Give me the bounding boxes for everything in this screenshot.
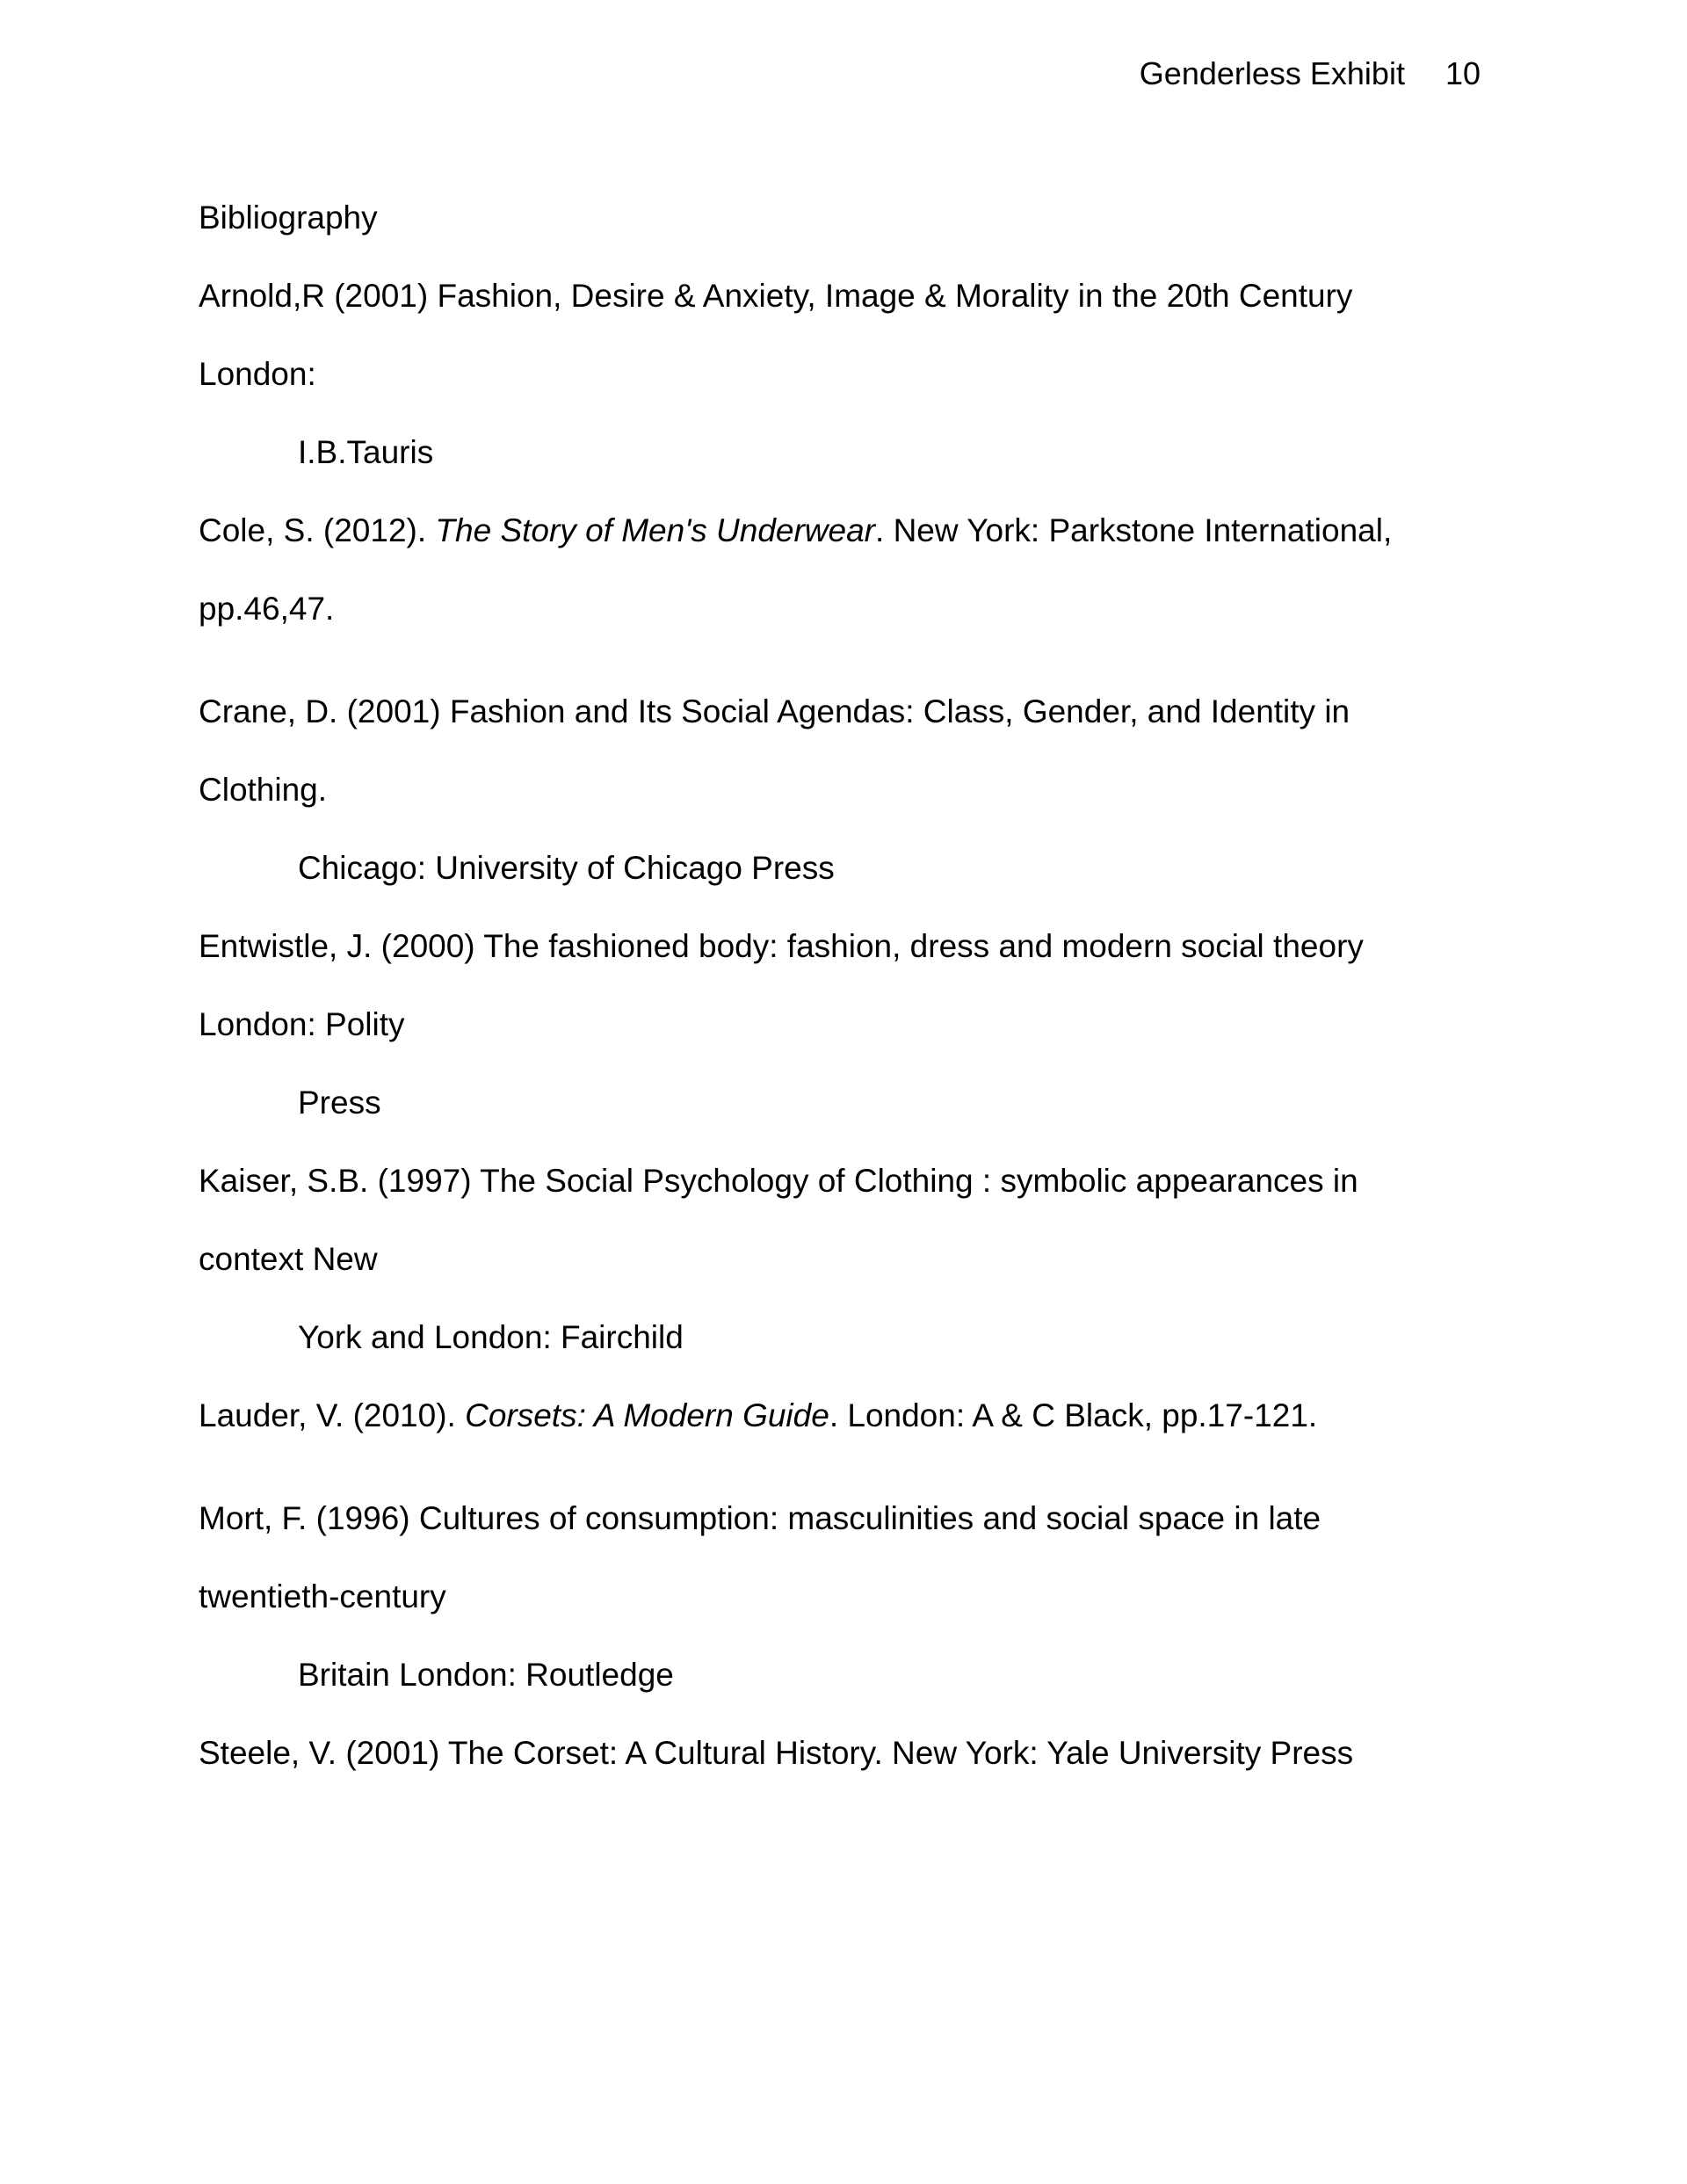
entry-crane-line3: Chicago: University of Chicago Press [298,850,835,886]
entry-cole-suffix: . New York: Parkstone International, [875,512,1393,548]
entry-crane-line1: Crane, D. (2001) Fashion and Its Social Agendas: Class, Gender, and Identity in [199,693,1350,729]
entry-cole-line1 [199,512,1392,550]
page-number: 10 [1444,55,1481,91]
entry-cole-title: The Story of Men's Underwear [435,512,876,548]
entry-kaiser-line3: York and London: Fairchild [298,1319,684,1355]
running-head-title: Genderless Exhibit [1139,55,1405,91]
entry-cole-prefix: Cole, S. (2012). [199,512,436,548]
entry-crane-line2: Clothing. [199,772,328,808]
entry-lauder-suffix: . London: A & C Black, pp.17-121. [829,1397,1318,1433]
entry-entwistle-line2: London: Polity [199,1006,405,1042]
entry-arnold-line3: I.B.Tauris [298,434,434,470]
entry-lauder-line1 [199,1397,1317,1435]
entry-lauder-prefix: Lauder, V. (2010). [199,1397,466,1433]
entry-mort-line3: Britain London: Routledge [298,1657,674,1693]
entry-cole-line2: pp.46,47. [199,591,335,627]
entry-kaiser-line2: context New [199,1241,378,1277]
entry-entwistle-line1: Entwistle, J. (2000) The fashioned body: fashion, dress and modern social theory [199,928,1364,964]
entry-mort-line2: twentieth-century [199,1578,446,1614]
entry-kaiser-line1: Kaiser, S.B. (1997) The Social Psychology of Clothing : symbolic appearances in [199,1163,1358,1199]
running-header [1140,54,1481,93]
entry-mort-line1: Mort, F. (1996) Cultures of consumption: masculinities and social space in late [199,1500,1321,1536]
entry-lauder-title: Corsets: A Modern Guide [465,1397,829,1433]
bibliography-heading: Bibliography [199,200,378,236]
entry-arnold-line2: London: [199,356,316,392]
entry-entwistle-line3: Press [298,1085,381,1121]
entry-arnold-line1: Arnold,R (2001) Fashion, Desire & Anxiety, Image & Morality in the 20th Century [199,278,1353,314]
entry-steele-line1: Steele, V. (2001) The Corset: A Cultural History. New York: Yale University Press [199,1735,1354,1771]
